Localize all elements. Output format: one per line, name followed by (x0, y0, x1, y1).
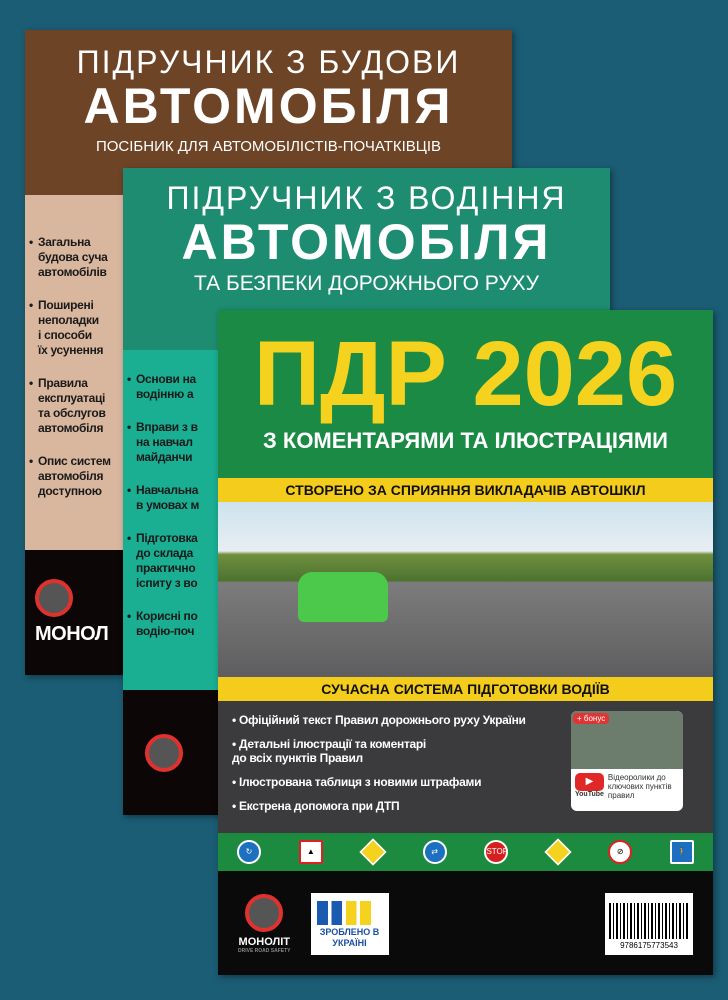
publisher-logo (238, 894, 291, 954)
warning-sign-icon: ▲ (299, 840, 323, 864)
green-car (298, 572, 388, 622)
title-line2: АВТОМОБІЛЯ (181, 214, 552, 270)
bullet: • Поширені неполадки і способи їх усунення (29, 298, 123, 358)
monolit-logo-icon (35, 579, 73, 617)
pedestrian-zone-sign-icon: 🚶 (670, 840, 694, 864)
publisher-name: МОНОЛІТ (238, 935, 290, 948)
bullet: • Опис систем автомобіля доступною (29, 454, 123, 499)
bike-lane-sign-icon: ⇄ (423, 840, 447, 864)
bullet: • Екстрена допомога при ДТП (232, 799, 552, 813)
subtitle: ПОСІБНИК ДЛЯ АВТОМОБІЛІСТІВ-ПОЧАТКІВЦІВ (95, 138, 442, 155)
bullet: • Корисні по водію-поч (127, 609, 218, 639)
bullet-list (123, 350, 218, 639)
stop-sign-icon: STOP (484, 840, 508, 864)
publisher-tagline: DRIVE ROAD SAFETY (238, 947, 291, 954)
bullet: • Основи на водінню а (127, 372, 218, 402)
book-cover-pdr-2026 (218, 310, 713, 975)
title-line1: ПІДРУЧНИК З БУДОВИ (76, 44, 461, 80)
title-line2: АВТОМОБІЛЯ (83, 78, 454, 134)
priority-road-sign-icon (545, 838, 572, 865)
bullet: • Офіційний текст Правил дорожнього руху України (232, 713, 552, 727)
bullet: • Загальна будова суча автомобілів (29, 235, 123, 280)
road-signs-strip (218, 833, 713, 871)
priority-road-sign-icon (359, 838, 386, 865)
bullet: • Вправи з в на навчал майданчи (127, 420, 218, 465)
bullet-list (25, 195, 123, 499)
bonus-video-card (571, 711, 683, 811)
monolit-logo-icon (145, 734, 183, 772)
bonus-text: Відеоролики до ключових пунктів правил (607, 773, 672, 800)
bullet: • Навчальна в умовах м (127, 483, 218, 513)
bullet: • Ілюстрована таблиця з новими штрафами (232, 775, 552, 789)
bullet: • Підготовка до склада практично іспиту з во (127, 531, 218, 591)
road-illustration (218, 502, 713, 677)
youtube-icon: ▶ YouTube (575, 773, 604, 800)
cover-header (218, 310, 713, 478)
monolit-logo-icon (245, 894, 283, 932)
subtitle: ТА БЕЗПЕКИ ДОРОЖНЬОГО РУХУ (193, 272, 540, 295)
no-overtaking-sign-icon: ⊘ (608, 840, 632, 864)
band-bottom: СУЧАСНА СИСТЕМА ПІДГОТОВКИ ВОДІЇВ (218, 677, 713, 701)
title-line1: ПІДРУЧНИК З ВОДІННЯ (166, 180, 567, 216)
publisher-name: МОНОЛ (35, 623, 109, 645)
band-top: СТВОРЕНО ЗА СПРИЯННЯ ВИКЛАДАЧІВ АВТОШКІЛ (218, 478, 713, 502)
cover-footer (218, 871, 713, 975)
youtube-label: YouTube (575, 791, 604, 798)
subtitle: З КОМЕНТАРЯМИ ТА ІЛЮСТРАЦІЯМИ (263, 428, 668, 453)
bullet: • Правила експлуатаці та обслугов автомобіля (29, 376, 123, 436)
roundabout-sign-icon: ↻ (237, 840, 261, 864)
bonus-tag: + бонус (573, 713, 609, 724)
bullet: • Детальні ілюстрації та коментарі до всіх пунктів Правил (232, 737, 552, 765)
title: ПДР 2026 (253, 323, 678, 425)
features-panel (218, 701, 713, 833)
isbn-barcode: 9786175773543 (605, 893, 693, 955)
made-in-ukraine-badge: ЗРОБЛЕНО В УКРАЇНІ (311, 893, 389, 955)
